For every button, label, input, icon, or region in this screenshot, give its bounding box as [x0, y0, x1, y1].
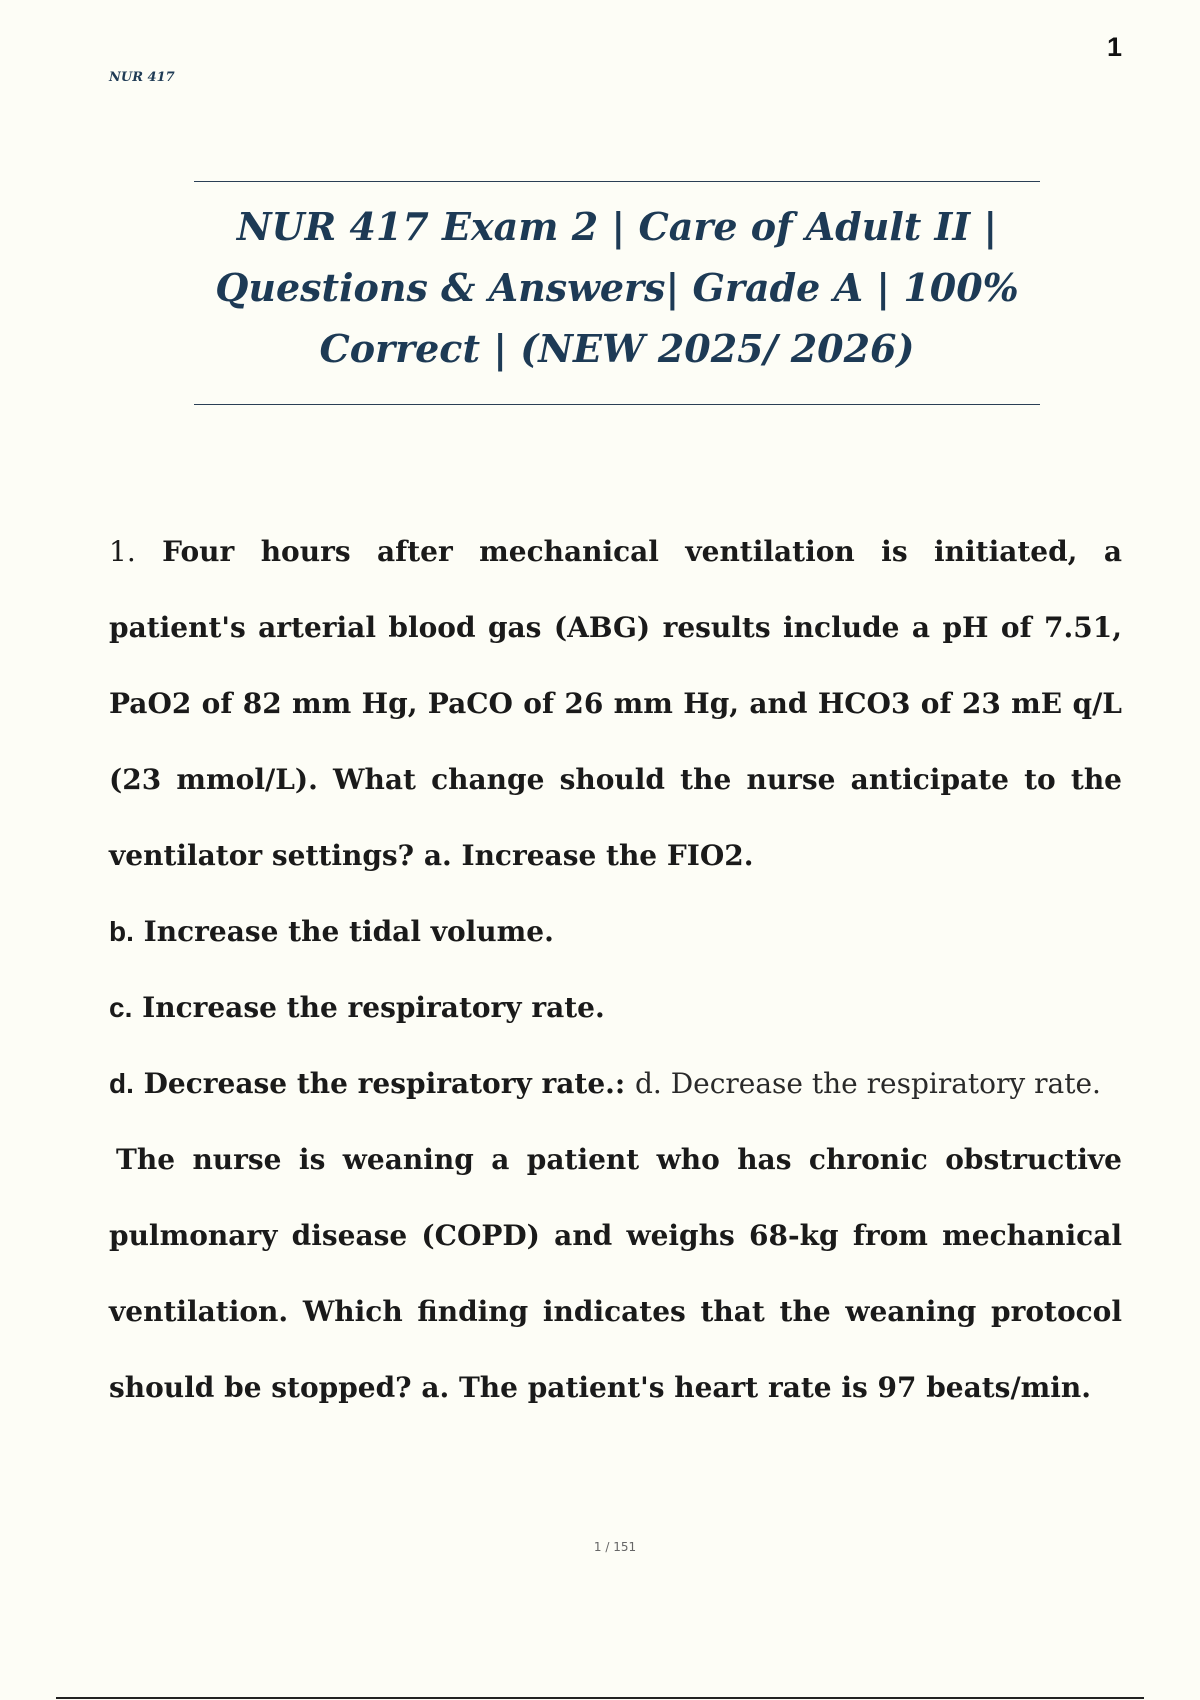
document-body: [109, 514, 1122, 1426]
question-2-stem: [109, 1122, 1122, 1426]
option-letter: c.: [109, 992, 133, 1023]
page-number: 1: [1106, 32, 1122, 62]
question-text: Four hours after mechanical ventilation is initiated, a patient's arterial blood gas (ABG) results include a pH of 7.51, PaO2 of 82 mm Hg, PaCO of 26 mm Hg, and HCO3 of 23 mE q/L (23 mmol/L). What change should the nurse anticipate to the ventilator settings? a. Increase the FIO2.: [109, 535, 1122, 872]
title-line-3: Correct | (NEW 2025/ 2026): [319, 326, 915, 371]
option-text: Increase the tidal volume.: [143, 915, 554, 948]
question-1-option-b: [109, 894, 1122, 970]
correct-answer: d. Decrease the respiratory rate.: [634, 1067, 1101, 1100]
option-letter: d.: [109, 1068, 134, 1099]
page-indicator: 1 / 151: [593, 1540, 637, 1554]
title-line-1: NUR 417 Exam 2 | Care of Adult II |: [236, 204, 998, 249]
question-number: 1.: [109, 535, 136, 568]
question-text: The nurse is weaning a patient who has chronic obstructive pulmonary disease (COPD) and weighs 68-kg from mechanical ventilation. Which finding indicates that the weaning protocol should be stopped? a. The patient's heart rate is 97 beats/min.: [109, 1143, 1122, 1404]
option-text: Decrease the respiratory rate.:: [143, 1067, 626, 1100]
title-rule-bottom: [194, 404, 1040, 405]
title-line-2: Questions & Answers| Grade A | 100%: [215, 265, 1019, 310]
bottom-divider: [56, 1697, 1144, 1699]
question-1-option-d: [109, 1046, 1122, 1122]
running-header: NUR 417: [109, 70, 175, 85]
option-letter: b.: [109, 916, 134, 947]
document-title: [194, 196, 1040, 379]
option-text: Increase the respiratory rate.: [142, 991, 605, 1024]
question-1-stem: [109, 514, 1122, 894]
title-rule-top: [194, 181, 1040, 182]
question-1-option-c: [109, 970, 1122, 1046]
